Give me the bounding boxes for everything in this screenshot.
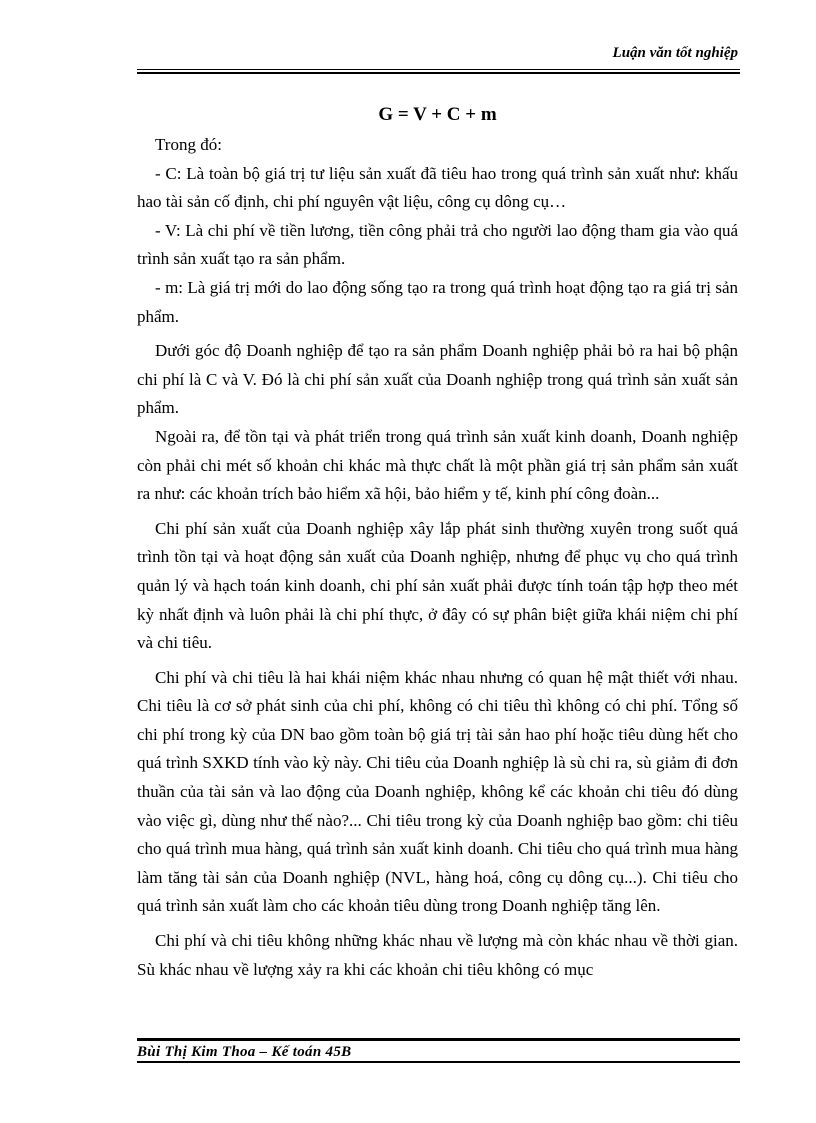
page-header bbox=[137, 44, 740, 74]
footer-author: Bùi Thị Kim Thoa – Kế toán 45B bbox=[137, 1044, 352, 1060]
header-title: Luận văn tốt nghiệp bbox=[612, 45, 738, 61]
header-rule-thin bbox=[137, 69, 740, 70]
header-rule-thick bbox=[137, 72, 740, 74]
paragraph-other-costs: Ngoài ra, để tồn tại và phát triển trong quá trình sản xuất kinh doanh, Doanh nghiệp còn phải chi mét số khoản chi khác mà thực chất là một phần giá trị sản phẩm sản xuất ra như: các khoản trích bảo hiểm xã hội, bảo hiểm y tế, kinh phí công đoàn... bbox=[137, 426, 738, 504]
paragraph-production-costs: Chi phí sản xuất của Doanh nghiệp xây lắp phát sinh thường xuyên trong suốt quá trình tồn tại và hoạt động sản xuất của Doanh nghiệp, nhưng để phục vụ cho quá trình quản lý và hạch toán kinh doanh, chi phí sản xuất phải được tính toán tập hợp theo mét kỳ nhất định và luôn phải là chi phí thực, ở đây có sự phân biệt giữa khái niệm chi phí và chi tiêu. bbox=[137, 518, 738, 653]
paragraph-m-definition: - m: Là giá trị mới do lao động sống tạo ra trong quá trình hoạt động tạo ra giá trị sản phẩm. bbox=[137, 277, 738, 326]
paragraph-v-definition: - V: Là chi phí về tiền lương, tiền công phải trả cho người lao động tham gia vào quá trình sản xuất tạo ra sản phẩm. bbox=[137, 220, 738, 269]
paragraph-intro: Trong đó: bbox=[155, 135, 222, 154]
page-footer bbox=[137, 1038, 740, 1065]
paragraph-difference: Chi phí và chi tiêu không những khác nhau về lượng mà còn khác nhau về thời gian. Sù khác nhau về lượng xảy ra khi các khoản chi tiêu không có mục bbox=[137, 931, 738, 979]
footer-rule-bottom bbox=[137, 1061, 740, 1063]
paragraph-c-definition: - C: Là toàn bộ giá trị tư liệu sản xuất đã tiêu hao trong quá trình sản xuất như: khấu hao tài sản cố định, chi phí nguyên vật liệu, công cụ dông cụ… bbox=[137, 163, 738, 212]
paragraph-enterprise-view: Dưới góc độ Doanh nghiệp để tạo ra sản phẩm Doanh nghiệp phải bỏ ra hai bộ phận chi phí là C và V. Đó là chi phí sản xuất của Doanh nghiệp trong quá trình sản xuất sản phẩm. bbox=[137, 341, 738, 418]
footer-rule-thick bbox=[137, 1039, 740, 1041]
formula: G = V + C + m bbox=[378, 104, 497, 125]
document-body bbox=[137, 101, 738, 984]
paragraph-cost-vs-expense: Chi phí và chi tiêu là hai khái niệm khác nhau nhưng có quan hệ mật thiết với nhau. Chi tiêu là cơ sở phát sinh của chi phí, không có chi tiêu thì không có chi phí. Tổng số chi phí trong kỳ của DN bao gồm toàn bộ giá trị tài sản hao phí hoặc tiêu dùng hết cho quá trình SXKD tính vào kỳ này. Chi tiêu của Doanh nghiệp là sù chi ra, sù giảm đi đơn thuần của tài sản và lao động của Doanh nghiệp, không kể các khoản chi tiêu đó dùng vào việc gì, dùng như thế nào?... Chi tiêu trong kỳ của Doanh nghiệp bao gồm: chi tiêu cho quá trình mua hàng, quá trình sản xuất kinh doanh. Chi tiêu cho quá trình mua hàng làm tăng tài sản của Doanh nghiệp (NVL, hàng hoá, công cụ dông cụ...). Chi tiêu cho quá trình sản xuất làm cho các khoản tiêu dùng trong Doanh nghiệp tăng lên. bbox=[137, 667, 738, 916]
